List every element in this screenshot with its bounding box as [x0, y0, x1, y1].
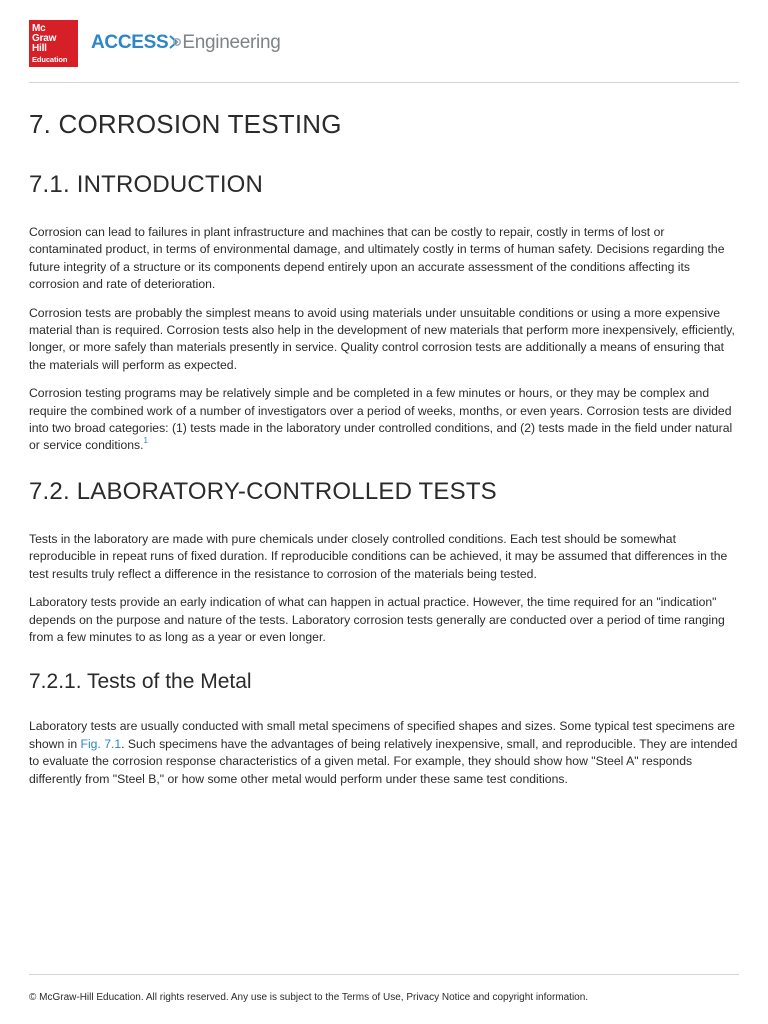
copyright-footer: © McGraw-Hill Education. All rights reserved. Any use is subject to the Terms of Use, Privacy Notice and copyright information. [29, 992, 589, 1003]
logo-access-text: ACCESS [91, 32, 169, 53]
header-divider [29, 82, 739, 83]
gear-icon [169, 34, 181, 55]
subsection-heading-metal: 7.2.1. Tests of the Metal [29, 670, 252, 694]
logo-line-1: Mc [32, 23, 46, 34]
intro-paragraph-3-text: Corrosion testing programs may be relatively simple and be completed in a few minutes or hours, or they may be complex and require the combined work of a number of investigators over a period of weeks, months, or even years. Corrosion tests are divided into two broad categories: (1) tests made in the laboratory under controlled conditions, and (2) tests made in the field under natural or service conditions. [29, 386, 733, 453]
footnote-link[interactable]: 1 [143, 436, 148, 446]
metal-paragraph-text-start: Laboratory tests are usually conducted with small metal specimens of specified shapes and sizes. Some typical test specimens are shown in [29, 719, 735, 751]
section-heading-introduction: 7.1. INTRODUCTION [29, 171, 264, 198]
section-heading-laboratory: 7.2. LABORATORY-CONTROLLED TESTS [29, 477, 497, 505]
footer-divider [29, 974, 739, 975]
access-engineering-logo[interactable] [91, 32, 281, 58]
metal-paragraph-text-end: . Such specimens have the advantages of being relatively inexpensive, small, and reproducible. They are intended to evaluate the corrosion response characteristics of a given metal. For example, they should show how "Steel A" responds differently from "Steel B," or how some other metal would perform under these same test conditions. [29, 736, 738, 786]
intro-paragraph-3 [29, 385, 739, 455]
logo-engineering-text: Engineering [182, 32, 281, 53]
section-introduction [29, 168, 739, 455]
logo-line-3: Hill [32, 43, 47, 54]
mcgraw-hill-education-logo[interactable] [29, 20, 78, 67]
page-header [29, 20, 739, 72]
section-tests-of-the-metal [29, 666, 739, 788]
metal-paragraph-1 [29, 718, 739, 788]
intro-paragraph-2: Corrosion tests are probably the simplest means to avoid using materials under unsuitable conditions or using a more expensive material than is required. Corrosion tests also help in the development of new materials that perform more inexpensively, efficiently, longer, or more safely than materials presently in service. Quality control corrosion tests are additionally a means of ensuring that the materials will perform as expected. [29, 305, 735, 372]
section-laboratory-controlled-tests [29, 475, 739, 646]
intro-paragraph-1: Corrosion can lead to failures in plant infrastructure and machines that can be costly to repair, costly in terms of lost or contaminated product, in terms of environmental damage, and ultimately costly in terms of human safety. Decisions regarding the future integrity of a structure or its components depend entirely upon an accurate assessment of the conditions affecting its corrosion and rate of deterioration. [29, 225, 725, 292]
figure-link[interactable]: Fig. 7.1 [80, 736, 122, 751]
chapter-title: 7. CORROSION TESTING [29, 109, 342, 139]
logo-line-2: Graw [32, 33, 57, 44]
article-content [29, 104, 739, 808]
lab-paragraph-1: Tests in the laboratory are made with pure chemicals under closely controlled conditions. Each test should be somewhat reproducible in repeat runs of fixed duration. If reproducible conditions can be achieved, it may be assumed that differences in the test results truly reflect a difference in the resistance to corrosion of the materials being tested. [29, 531, 728, 581]
logo-line-4: Education [32, 55, 68, 64]
lab-paragraph-2: Laboratory tests provide an early indication of what can happen in actual practice. However, the time required for an "indication" depends on the purpose and nature of the tests. Laboratory corrosion tests generally are conducted over a period of time ranging from a few minutes to as long as a year or even longer. [29, 595, 725, 644]
